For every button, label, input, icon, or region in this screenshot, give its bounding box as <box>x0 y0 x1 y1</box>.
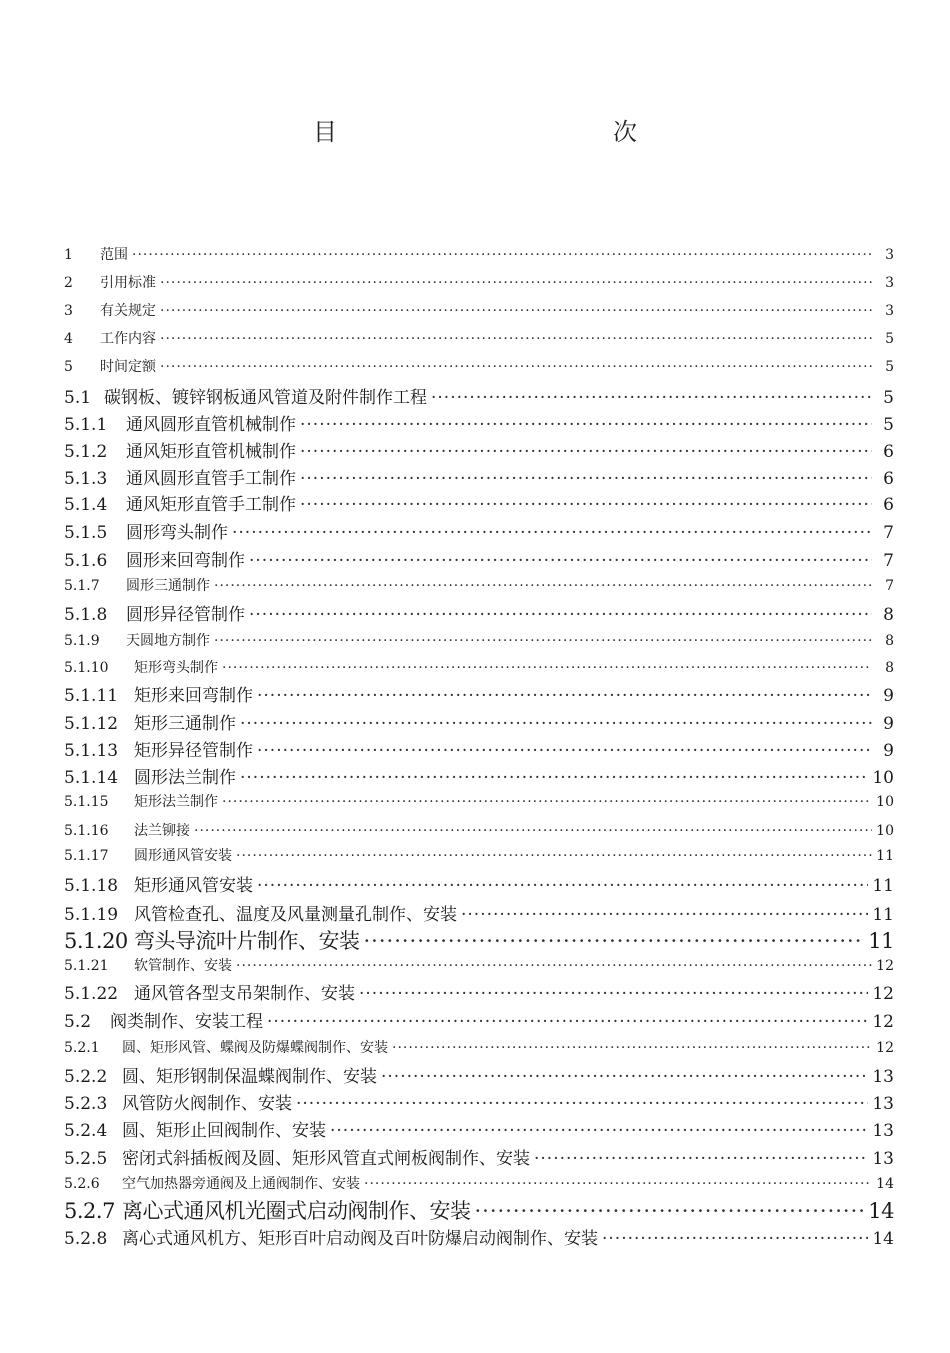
leader-dots <box>222 794 872 810</box>
leader-dots <box>364 1176 872 1192</box>
toc-entry[interactable] <box>64 356 894 376</box>
toc-entry-number: 5 <box>64 359 73 375</box>
toc-entry-title: 阀类制作、安装工程 <box>110 1012 263 1032</box>
toc-entry-number: 5.1.12 <box>64 714 119 734</box>
toc-entry-title: 通风圆形直管机械制作 <box>126 415 296 435</box>
toc-entry-title: 引用标准 <box>100 275 156 291</box>
toc-entry[interactable] <box>64 900 894 925</box>
toc-entry-page: 12 <box>876 1040 894 1056</box>
toc-entry-number: 1 <box>64 247 73 263</box>
toc-entry-title: 时间定额 <box>100 359 156 375</box>
toc-entry-page: 11 <box>876 848 894 864</box>
toc-entry-title: 圆形异径管制作 <box>126 605 245 625</box>
toc-entry-page: 5 <box>885 331 894 347</box>
leader-dots <box>300 415 872 435</box>
toc-entry-number: 5.1.15 <box>64 794 109 810</box>
toc-entry-page: 3 <box>885 247 894 263</box>
leader-dots <box>300 495 872 515</box>
toc-entry[interactable] <box>64 979 894 1004</box>
toc-entry[interactable] <box>64 300 894 320</box>
toc-entry-title: 通风矩形直管手工制作 <box>126 495 296 515</box>
toc-entry-number: 5.1.13 <box>64 741 119 761</box>
leader-dots <box>236 848 872 864</box>
toc-entry-title: 离心式通风机方、矩形百叶启动阀及百叶防爆启动阀制作、安装 <box>122 1229 598 1249</box>
toc-entry-title: 矩形通风管安装 <box>134 876 253 896</box>
toc-entry-number: 5.1 <box>64 388 92 408</box>
toc-entry-number: 5.2.7 <box>64 1199 115 1223</box>
leader-dots <box>257 686 872 706</box>
toc-entry[interactable] <box>64 437 894 462</box>
toc-entry-page: 12 <box>876 958 894 974</box>
leader-dots <box>160 331 872 347</box>
toc-entry-page: 7 <box>885 578 894 594</box>
toc-entry[interactable] <box>64 630 894 650</box>
toc-entry-number: 5.2.8 <box>64 1229 108 1249</box>
toc-entry-title: 圆形通风管安装 <box>134 848 232 864</box>
toc-entry[interactable] <box>64 1224 894 1249</box>
leader-dots <box>364 929 865 953</box>
toc-entry[interactable] <box>64 845 894 865</box>
toc-entry-page: 11 <box>872 876 894 896</box>
toc-entry-page: 5 <box>885 359 894 375</box>
toc-entry-title: 圆形来回弯制作 <box>126 551 245 571</box>
toc-entry-number: 5.1.19 <box>64 905 119 925</box>
toc-entry-number: 5.2 <box>64 1012 92 1032</box>
toc-entry-number: 5.2.2 <box>64 1067 108 1087</box>
leader-dots <box>381 1067 868 1087</box>
toc-entry-page: 14 <box>868 1199 894 1223</box>
leader-dots <box>249 551 872 571</box>
leader-dots <box>300 469 872 489</box>
toc-entry-page: 9 <box>883 686 894 706</box>
toc-entry-number: 5.1.8 <box>64 605 108 625</box>
toc-entry-number: 5.2.1 <box>64 1040 100 1056</box>
toc-entry-number: 5.1.21 <box>64 958 109 974</box>
leader-dots <box>232 523 872 543</box>
leader-dots <box>602 1229 868 1249</box>
toc-entry-title: 矩形三通制作 <box>134 714 236 734</box>
toc-entry-title: 碳钢板、镀锌钢板通风管道及附件制作工程 <box>104 388 427 408</box>
leader-dots <box>214 578 872 594</box>
leader-dots <box>300 442 872 462</box>
leader-dots <box>249 605 872 625</box>
toc-entry-number: 2 <box>64 275 73 291</box>
toc-entry[interactable] <box>64 490 894 515</box>
toc-entry[interactable] <box>64 955 894 975</box>
toc-entry-title: 矩形来回弯制作 <box>134 686 253 706</box>
toc-entry-title: 圆形法兰制作 <box>134 768 236 788</box>
leader-dots <box>160 359 872 375</box>
toc-entry-number: 5.1.1 <box>64 415 108 435</box>
toc-entry-title: 弯头导流叶片制作、安装 <box>134 929 360 953</box>
toc-entry-number: 5.1.3 <box>64 469 108 489</box>
toc-entry-page: 13 <box>872 1121 894 1141</box>
leader-dots <box>214 633 872 649</box>
toc-entry-page: 10 <box>876 794 894 810</box>
leader-dots <box>160 275 872 291</box>
toc-entry-number: 5.1.10 <box>64 660 109 676</box>
leader-dots <box>461 905 868 925</box>
toc-entry-page: 11 <box>868 929 894 953</box>
toc-entry[interactable] <box>64 1144 894 1169</box>
toc-entry-title: 有关规定 <box>100 303 156 319</box>
toc-entry-title: 风管检查孔、温度及风量测量孔制作、安装 <box>134 905 457 925</box>
toc-entry-page: 13 <box>872 1149 894 1169</box>
leader-dots <box>160 303 872 319</box>
toc-entry[interactable] <box>64 657 894 677</box>
toc-entry-page: 3 <box>885 275 894 291</box>
toc-entry-page: 5 <box>883 415 894 435</box>
toc-entry-page: 8 <box>883 605 894 625</box>
toc-entry[interactable] <box>64 681 894 706</box>
toc-entry[interactable] <box>64 1007 894 1032</box>
toc-entry-page: 10 <box>876 823 894 839</box>
toc-entry-title: 软管制作、安装 <box>134 958 232 974</box>
toc-entry-title: 法兰铆接 <box>134 823 190 839</box>
toc-entry-number: 5.1.18 <box>64 876 119 896</box>
leader-dots <box>257 741 872 761</box>
toc-entry[interactable] <box>64 464 894 489</box>
toc-entry-number: 5.1.20 <box>64 929 128 953</box>
toc-entry-number: 5.1.11 <box>64 686 119 706</box>
leader-dots <box>475 1199 865 1223</box>
toc-entry-title: 圆、矩形止回阀制作、安装 <box>122 1121 326 1141</box>
toc-entry-title: 密闭式斜插板阀及圆、矩形风管直式闸板阀制作、安装 <box>122 1149 530 1169</box>
toc-entry[interactable] <box>64 820 894 840</box>
toc-entry-number: 5.2.6 <box>64 1176 100 1192</box>
leader-dots <box>267 1012 868 1032</box>
toc-entry[interactable] <box>64 575 894 595</box>
toc-entry-title: 离心式通风机光圈式启动阀制作、安装 <box>122 1199 471 1223</box>
toc-entry-page: 3 <box>885 303 894 319</box>
toc-entry[interactable] <box>64 1089 894 1114</box>
leader-dots <box>240 714 872 734</box>
toc-entry-page: 6 <box>883 495 894 515</box>
toc-entry-title: 圆形三通制作 <box>126 578 210 594</box>
leader-dots <box>296 1094 868 1114</box>
toc-entry-number: 3 <box>64 303 73 319</box>
toc-entry-number: 5.1.6 <box>64 551 108 571</box>
toc-entry-title: 通风管各型支吊架制作、安装 <box>134 984 355 1004</box>
toc-entry-page: 12 <box>872 1012 894 1032</box>
toc-entry-number: 5.1.16 <box>64 823 109 839</box>
toc-entry-number: 5.1.22 <box>64 984 119 1004</box>
toc-entry[interactable] <box>64 1062 894 1087</box>
toc-entry-title: 通风圆形直管手工制作 <box>126 469 296 489</box>
leader-dots <box>236 958 872 974</box>
toc-entry[interactable] <box>64 709 894 734</box>
toc-entry[interactable] <box>64 1037 894 1057</box>
toc-entry-title: 矩形法兰制作 <box>134 794 218 810</box>
toc-entry[interactable] <box>64 383 894 408</box>
toc-entry-page: 9 <box>883 714 894 734</box>
toc-entry-page: 5 <box>883 388 894 408</box>
leader-dots <box>194 823 872 839</box>
toc-entry-number: 5.1.2 <box>64 442 108 462</box>
leader-dots <box>431 388 872 408</box>
toc-entry-page: 9 <box>883 741 894 761</box>
toc-entry-page: 14 <box>872 1229 894 1249</box>
toc-entry-page: 12 <box>872 984 894 1004</box>
toc-entry-page: 10 <box>872 768 894 788</box>
toc-entry-number: 5.2.3 <box>64 1094 108 1114</box>
toc-entry-number: 5.1.4 <box>64 495 108 515</box>
toc-entry-title: 圆形弯头制作 <box>126 523 228 543</box>
toc-entry[interactable] <box>64 736 894 761</box>
toc-entry[interactable] <box>64 1116 894 1141</box>
toc-entry-title: 工作内容 <box>100 331 156 347</box>
toc-entry-number: 5.1.17 <box>64 848 109 864</box>
toc-entry-page: 13 <box>872 1094 894 1114</box>
toc-entry-number: 5.2.5 <box>64 1149 108 1169</box>
toc-entry-title: 风管防火阀制作、安装 <box>122 1094 292 1114</box>
toc-entry-title: 矩形弯头制作 <box>134 660 218 676</box>
leader-dots <box>132 247 872 263</box>
toc-entry-page: 6 <box>883 469 894 489</box>
toc-entry[interactable] <box>64 871 894 896</box>
toc-entry-page: 7 <box>883 551 894 571</box>
toc-entry-title: 圆、矩形钢制保温蝶阀制作、安装 <box>122 1067 377 1087</box>
toc-entry-page: 7 <box>883 523 894 543</box>
toc-entry-title: 圆、矩形风管、蝶阀及防爆蝶阀制作、安装 <box>122 1040 388 1056</box>
toc-entry[interactable] <box>64 791 894 811</box>
toc-entry-page: 8 <box>885 633 894 649</box>
leader-dots <box>240 768 868 788</box>
toc-entry-title: 矩形异径管制作 <box>134 741 253 761</box>
toc-entry-page: 13 <box>872 1067 894 1087</box>
toc-entry[interactable] <box>64 518 894 543</box>
leader-dots <box>534 1149 868 1169</box>
page-title: 目 次 <box>313 118 713 146</box>
toc-entry[interactable] <box>64 244 894 264</box>
leader-dots <box>330 1121 868 1141</box>
toc-entry-number: 5.2.4 <box>64 1121 108 1141</box>
toc-entry-number: 5.1.7 <box>64 578 100 594</box>
toc-entry[interactable] <box>64 272 894 292</box>
leader-dots <box>222 660 872 676</box>
toc-entry[interactable] <box>64 546 894 571</box>
toc-entry-title: 范围 <box>100 247 128 263</box>
toc-entry[interactable] <box>64 763 894 788</box>
toc-entry[interactable] <box>64 925 894 955</box>
toc-entry[interactable] <box>64 410 894 435</box>
toc-entry-page: 11 <box>872 905 894 925</box>
toc-entry-number: 5.1.5 <box>64 523 108 543</box>
leader-dots <box>359 984 868 1004</box>
toc-entry-number: 4 <box>64 331 73 347</box>
toc-entry[interactable] <box>64 600 894 625</box>
toc-entry-number: 5.1.9 <box>64 633 100 649</box>
toc-entry-page: 6 <box>883 442 894 462</box>
toc-entry[interactable] <box>64 1173 894 1193</box>
toc-entry-title: 空气加热器旁通阀及上通阀制作、安装 <box>122 1176 360 1192</box>
toc-entry-title: 天圆地方制作 <box>126 633 210 649</box>
toc-entry-page: 8 <box>885 660 894 676</box>
leader-dots <box>392 1040 872 1056</box>
toc-entry[interactable] <box>64 1195 894 1225</box>
toc-entry-number: 5.1.14 <box>64 768 119 788</box>
toc-entry-title: 通风矩形直管机械制作 <box>126 442 296 462</box>
toc-entry-page: 14 <box>876 1176 894 1192</box>
toc-entry[interactable] <box>64 328 894 348</box>
leader-dots <box>257 876 868 896</box>
